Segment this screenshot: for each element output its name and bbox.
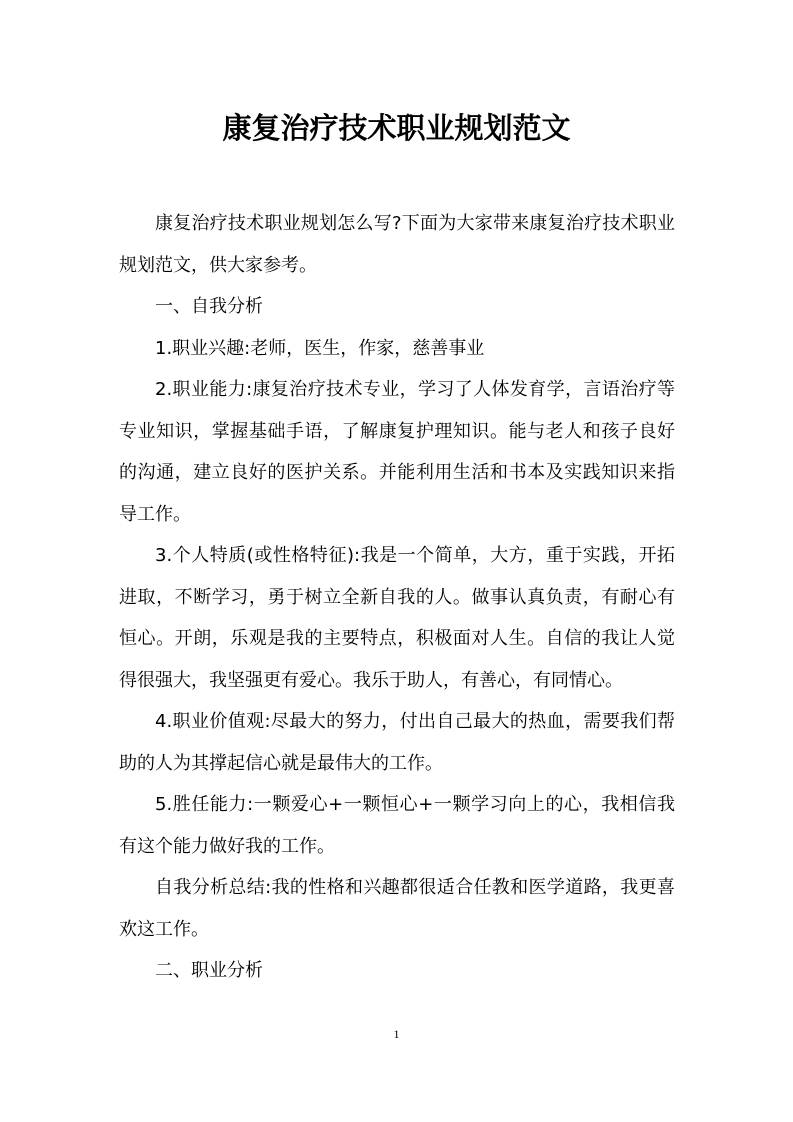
paragraph-career-ability: 2.职业能力:康复治疗技术专业，学习了人体发育学，言语治疗等专业知识，掌握基础手语，了解康复护理知识。能与老人和孩子良好的沟通，建立良好的医护关系。并能利用生活和书本及实践知识来指导工作。: [119, 379, 675, 525]
paragraph-career-interest: 1.职业兴趣:老师，医生，作家，慈善事业: [155, 337, 485, 359]
paragraph-self-analysis-summary: 自我分析总结:我的性格和兴趣都很适合任教和医学道路，我更喜欢这工作。: [119, 877, 675, 940]
paragraph-personal-traits: 3.个人特质(或性格特征):我是一个简单，大方，重于实践，开拓进取，不断学习，勇于树立全新自我的人。做事认真负责，有耐心有恒心。开朗，乐观是我的主要特点，积极面对人生。自信的我让人觉得很强大，我坚强更有爱心。我乐于助人，有善心，有同情心。: [119, 545, 675, 691]
paragraph-career-values: 4.职业价值观:尽最大的努力，付出自己最大的热血，需要我们帮助的人为其撑起信心就是最伟大的工作。: [119, 711, 675, 774]
heading-self-analysis: 一、自我分析: [155, 296, 263, 317]
heading-career-analysis: 二、职业分析: [155, 960, 263, 981]
paragraph-competency: 5.胜任能力:一颗爱心+一颗恒心+一颗学习向上的心，我相信我有这个能力做好我的工作。: [119, 794, 675, 857]
document-body: [119, 203, 675, 992]
page-number: 1: [393, 1027, 400, 1041]
paragraph-intro: 康复治疗技术职业规划怎么写?下面为大家带来康复治疗技术职业规划范文，供大家参考。: [119, 213, 675, 276]
document-title: 康复治疗技术职业规划范文: [222, 111, 571, 145]
